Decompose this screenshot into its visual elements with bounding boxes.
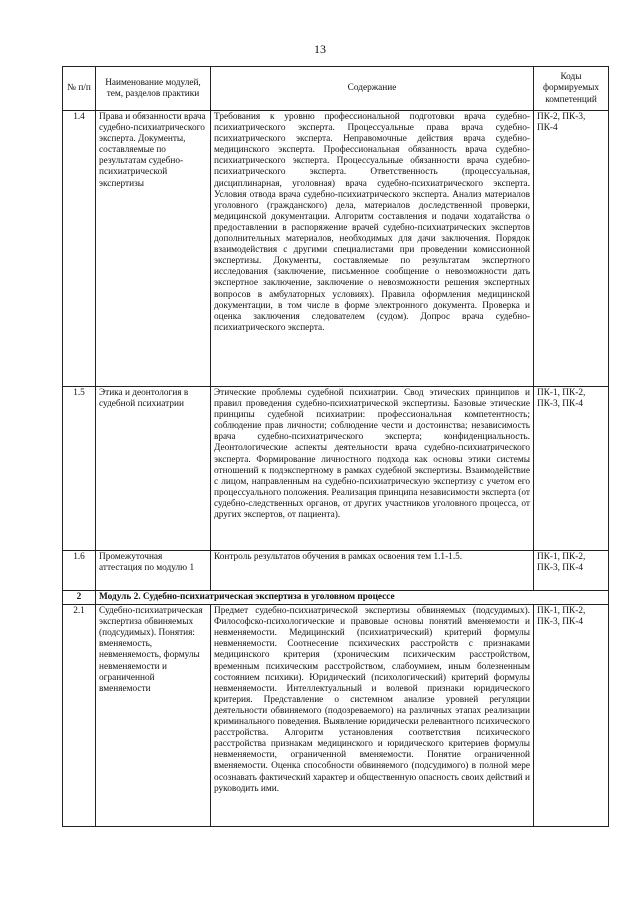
module-row [63,591,609,605]
table-row [63,387,609,551]
table-row [63,111,609,387]
page-number: 13 [314,42,326,56]
topic-name: Судебно-психиатрическая экспертиза обвиняемых (подсудимых). Понятия: вменяемость, невменяемость, формулы невменяемости и ограниченной вменяемости [96,605,211,827]
row-number: 1.6 [63,551,96,591]
module-number: 2 [63,591,96,605]
topic-name: Этика и деонтология в судебной психиатрии [96,387,211,551]
competency-codes: ПК-1, ПК-2, ПК-3, ПК-4 [534,551,609,591]
header-content: Содержание [211,67,534,111]
module-title: Модуль 2. Судебно-психиатрическая экспертиза в уголовном процессе [96,591,609,605]
topic-content: Этические проблемы судебной психиатрии. Свод этических принципов и правил проведения судебно-психиатрической экспертизы. Базовые этические принципы судебной психиатрии: профессиональная компетентность; соблюдение прав личности; соблюдение чести и достоинства; независимость врача судебно-психиатрического эксперта; конфиденциальность. Деонтологические аспекты деятельности врача судебно-психиатрического эксперта. Формирование личностного подхода как основы этики системы отношений к подэкспертному в рамках судебной экспертизы. Взаимодействие с лицом, направленным на судебно-психиатрическую экспертизу с учетом его процессуального положения. Реализация принципа независимости эксперта (от судебно-следственных органов, от других участников уголовного процесса, от других экспертов, от пациента). [211,387,534,551]
table-header-row [63,67,609,111]
topic-content: Предмет судебно-психиатрической экспертизы обвиняемых (подсудимых). Философско-психологические и правовые основы понятий вменяемости и невменяемости. Медицинский (психиатрический) критерий формулы невменяемости. Соотнесение психических расстройств с признаками медицинского критерия (хроническим психическим расстройством, временным психическим расстройством, слабоумием, иным болезненным состоянием психики). Юридический (психологический) критерий формулы невменяемости. Интеллектуальный и волевой признаки юридического критерия. Представление о системном анализе уровней регуляции деятельности обвиняемого (подозреваемого) на различных этапах реализации криминального поведения. Выявление юридически релевантного психического расстройства. Алгоритм установления соответствия психического расстройства признакам медицинского и юридического критериев формулы невменяемости, ограниченной вменяемости. Понятие ограниченной вменяемости. Оценка способности обвиняемого (подсудимого) в полной мере осознавать фактический характер и общественную опасность своих действий и руководить ими. [211,605,534,827]
header-num: № п/п [63,67,96,111]
curriculum-table [62,66,609,827]
table-row [63,605,609,827]
topic-content: Контроль результатов обучения в рамках освоения тем 1.1-1.5. [211,551,534,591]
competency-codes: ПК-1, ПК-2, ПК-3, ПК-4 [534,605,609,827]
topic-content: Требования к уровню профессиональной подготовки врача судебно-психиатрического эксперта. Процессуальные права врача судебно-психиатрического эксперта. Неправомочные действия врача судебно-медицинского эксперта. Профессиональная обязанность врача судебно-психиатрического эксперта. Процессуальные обязанности врача судебно-психиатрического эксперта. Ответственность (процессуальная, дисциплинарная, уголовная) врача судебно-психиатрического эксперта. Условия отвода врача судебно-психиатрического эксперта. Анализ материалов уголовного (гражданского) дела, материалов доследственной проверки, медицинской документации. Алгоритм составления и подачи ходатайства о предоставлении в распоряжение врачей судебно-психиатрических экспертов дополнительных материалов, необходимых для дачи заключения. Порядок взаимодействия с другими специалистами при проведении комиссионной экспертизы. Документы, составляемые по результатам экспертного исследования (заключение, письменное сообщение о невозможности дать экспертное заключение, заключение о невозможности решения экспертных вопросов в амбулаторных условиях). Правила оформления медицинской документации, в том числе в форме электронного документа. Проверка и оценка заключения следователем (судом). Допрос врача судебно-психиатрического эксперта. [211,111,534,387]
row-number: 2.1 [63,605,96,827]
topic-name: Промежуточная аттестация по модулю 1 [96,551,211,591]
header-name: Наименование модулей, тем, разделов практики [96,67,211,111]
competency-codes: ПК-2, ПК-3, ПК-4 [534,111,609,387]
topic-name: Права и обязанности врача судебно-психиатрического эксперта. Документы, составляемые по результатам судебно-психиатрической экспертизы [96,111,211,387]
competency-codes: ПК-1, ПК-2, ПК-3, ПК-4 [534,387,609,551]
table-row [63,551,609,591]
header-codes: Коды формируемых компетенций [534,67,609,111]
row-number: 1.5 [63,387,96,551]
row-number: 1.4 [63,111,96,387]
